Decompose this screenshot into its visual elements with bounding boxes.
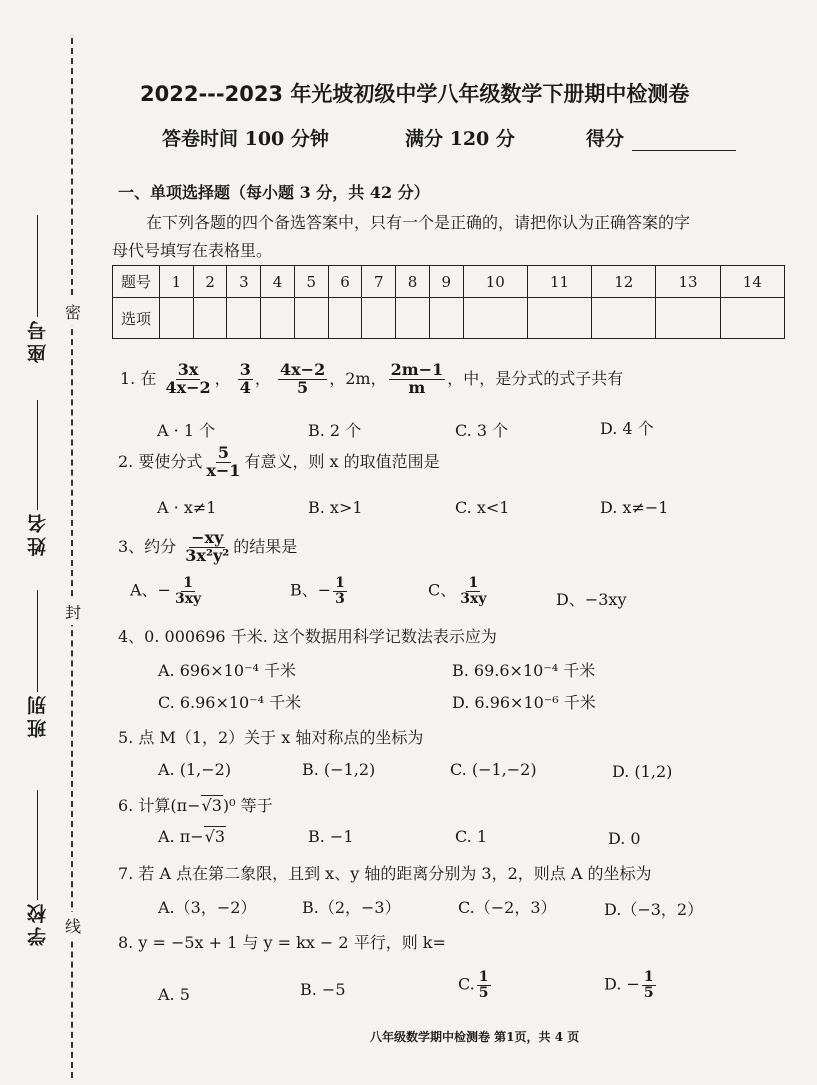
table-number-cell: 8	[396, 266, 430, 298]
table-header-number: 题号	[113, 266, 160, 298]
q5-option-a: A. (1,−2)	[158, 760, 232, 779]
q4-option-c: C. 6.96×10⁻⁴ 千米	[158, 693, 302, 712]
question-5: 5. 点 M（1，2）关于 x 轴对称点的坐标为	[118, 728, 424, 747]
fraction: $\frac{2m-1}{m}$	[390, 360, 444, 397]
q2-option-c: C. x<1	[455, 498, 510, 517]
q4-option-b: B. 69.6×10⁻⁴ 千米	[452, 661, 596, 680]
q5-option-b: B. (−1,2)	[302, 760, 376, 779]
q8-option-c: C. $\frac{1}{5}$	[458, 969, 489, 1001]
table-row-answers	[113, 298, 785, 339]
question-7: 7. 若 A 点在第二象限，且到 x、y 轴的距离分别为 3，2，则点 A 的坐标为	[118, 864, 652, 883]
table-number-cell: 14	[720, 266, 784, 298]
q6-option-c: C. 1	[455, 827, 488, 846]
q5-option-d: D. (1,2)	[612, 762, 673, 781]
page-footer: 八年级数学期中检测卷 第1页，共 4 页	[370, 1030, 580, 1044]
name-label: 姓名	[26, 510, 49, 556]
table-number-cell: 1	[160, 266, 194, 298]
answer-cell[interactable]	[362, 298, 396, 339]
answer-cell[interactable]	[527, 298, 591, 339]
table-row-numbers	[113, 266, 785, 298]
table-number-cell: 2	[193, 266, 227, 298]
q8-option-a: A. 5	[158, 985, 190, 1004]
q3-option-d: D、−3xy	[556, 590, 627, 609]
table-number-cell: 11	[527, 266, 591, 298]
fraction: $\frac{3}{4}$	[239, 360, 251, 397]
table-number-cell: 4	[261, 266, 295, 298]
table-number-cell: 12	[592, 266, 656, 298]
exam-title: 2022---2023 年光坡初级中学八年级数学下册期中检测卷	[140, 82, 690, 106]
answer-cell[interactable]	[261, 298, 295, 339]
answer-cell[interactable]	[656, 298, 720, 339]
seal-word-feng: 封	[64, 598, 82, 625]
q6-option-a: A. π−√3	[158, 827, 226, 846]
q1-option-a: A · 1 个	[157, 421, 216, 440]
table-number-cell: 6	[328, 266, 362, 298]
school-field[interactable]	[22, 790, 52, 946]
q7-option-c: C.（−2，3）	[458, 898, 557, 917]
table-number-cell: 3	[227, 266, 261, 298]
table-number-cell: 13	[656, 266, 720, 298]
seat-number-label: 座号	[26, 317, 49, 363]
q3-option-b: B、− $\frac{1}{3}$	[290, 575, 345, 607]
q3-option-c: C、 $\frac{1}{3xy}$	[428, 575, 487, 607]
q8-option-d: D. − $\frac{1}{5}$	[604, 969, 654, 1001]
q1-option-d: D. 4 个	[600, 419, 654, 438]
table-number-cell: 7	[362, 266, 396, 298]
class-label: 班别	[26, 692, 49, 738]
q8-option-b: B. −5	[300, 980, 346, 999]
answer-cell[interactable]	[429, 298, 463, 339]
instruction-line-1: 在下列各题的四个备选答案中，只有一个是正确的，请把你认为正确答案的字	[146, 213, 691, 232]
q4-option-d: D. 6.96×10⁻⁶ 千米	[452, 693, 596, 712]
fraction: $\frac{-xy}{\text{3x²y²}}$	[185, 528, 230, 565]
answer-cell[interactable]	[396, 298, 430, 339]
seal-word-mi: 密	[64, 298, 82, 325]
question-4: 4、0. 000696 千米. 这个数据用科学记数法表示应为	[118, 627, 497, 646]
seat-number-field[interactable]	[22, 215, 52, 363]
instruction-line-2: 母代号填写在表格里。	[112, 241, 273, 260]
question-1: 1. 在 $\frac{3x}{4x-2}$ ， $\frac{3}{4}$ ， $\frac{4x-2}{5}$ ，2m， $\frac{2m-1}{m}$ ，中，是分式的式子共有	[120, 360, 624, 397]
question-8: 8. y = −5x + 1 与 y = kx − 2 平行，则 k=	[118, 933, 446, 952]
answer-table	[112, 265, 785, 339]
answer-cell[interactable]	[592, 298, 656, 339]
answer-cell[interactable]	[720, 298, 784, 339]
q7-option-b: B.（2，−3）	[302, 898, 401, 917]
q5-option-c: C. (−1,−2)	[450, 760, 537, 779]
q7-option-a: A.（3，−2）	[158, 898, 257, 917]
q1-option-c: C. 3 个	[455, 421, 509, 440]
exam-time: 答卷时间 100 分钟	[162, 128, 329, 150]
full-score: 满分 120 分	[405, 128, 515, 150]
question-3: 3、约分 $\frac{-xy}{\text{3x²y²}}$ 的结果是	[118, 528, 298, 565]
q6-option-d: D. 0	[608, 829, 641, 848]
fraction: $\frac{3x}{4x-2}$	[165, 360, 211, 397]
seal-word-xian: 线	[64, 912, 82, 939]
answer-cell[interactable]	[227, 298, 261, 339]
class-field[interactable]	[22, 590, 52, 738]
q4-option-a: A. 696×10⁻⁴ 千米	[158, 661, 296, 680]
table-number-cell: 5	[294, 266, 328, 298]
answer-cell[interactable]	[294, 298, 328, 339]
name-field[interactable]	[22, 400, 52, 556]
answer-cell[interactable]	[463, 298, 527, 339]
school-label: 学校	[26, 900, 49, 946]
fraction: $\frac{5}{x-1}$	[206, 443, 241, 480]
q2-option-b: B. x>1	[308, 498, 363, 517]
q2-option-a: A · x≠1	[157, 498, 217, 517]
q6-option-b: B. −1	[308, 827, 354, 846]
question-6: 6. 计算(π−√3)⁰ 等于	[118, 796, 273, 815]
section-title: 一、单项选择题（每小题 3 分，共 42 分）	[118, 183, 430, 202]
table-header-option: 选项	[113, 298, 160, 339]
answer-cell[interactable]	[328, 298, 362, 339]
q1-option-b: B. 2 个	[308, 421, 362, 440]
fraction: $\frac{4x-2}{5}$	[280, 360, 326, 397]
score-blank[interactable]	[632, 150, 736, 151]
score-label: 得分	[586, 128, 625, 150]
answer-cell[interactable]	[160, 298, 194, 339]
q3-option-a: A、− $\frac{1}{3xy}$	[130, 575, 202, 607]
q2-option-d: D. x≠−1	[600, 498, 669, 517]
q7-option-d: D.（−3，2）	[604, 900, 704, 919]
table-number-cell: 10	[463, 266, 527, 298]
table-number-cell: 9	[429, 266, 463, 298]
answer-cell[interactable]	[193, 298, 227, 339]
question-2: 2. 要使分式 $\frac{5}{x-1}$ 有意义，则 x 的取值范围是	[118, 443, 440, 480]
